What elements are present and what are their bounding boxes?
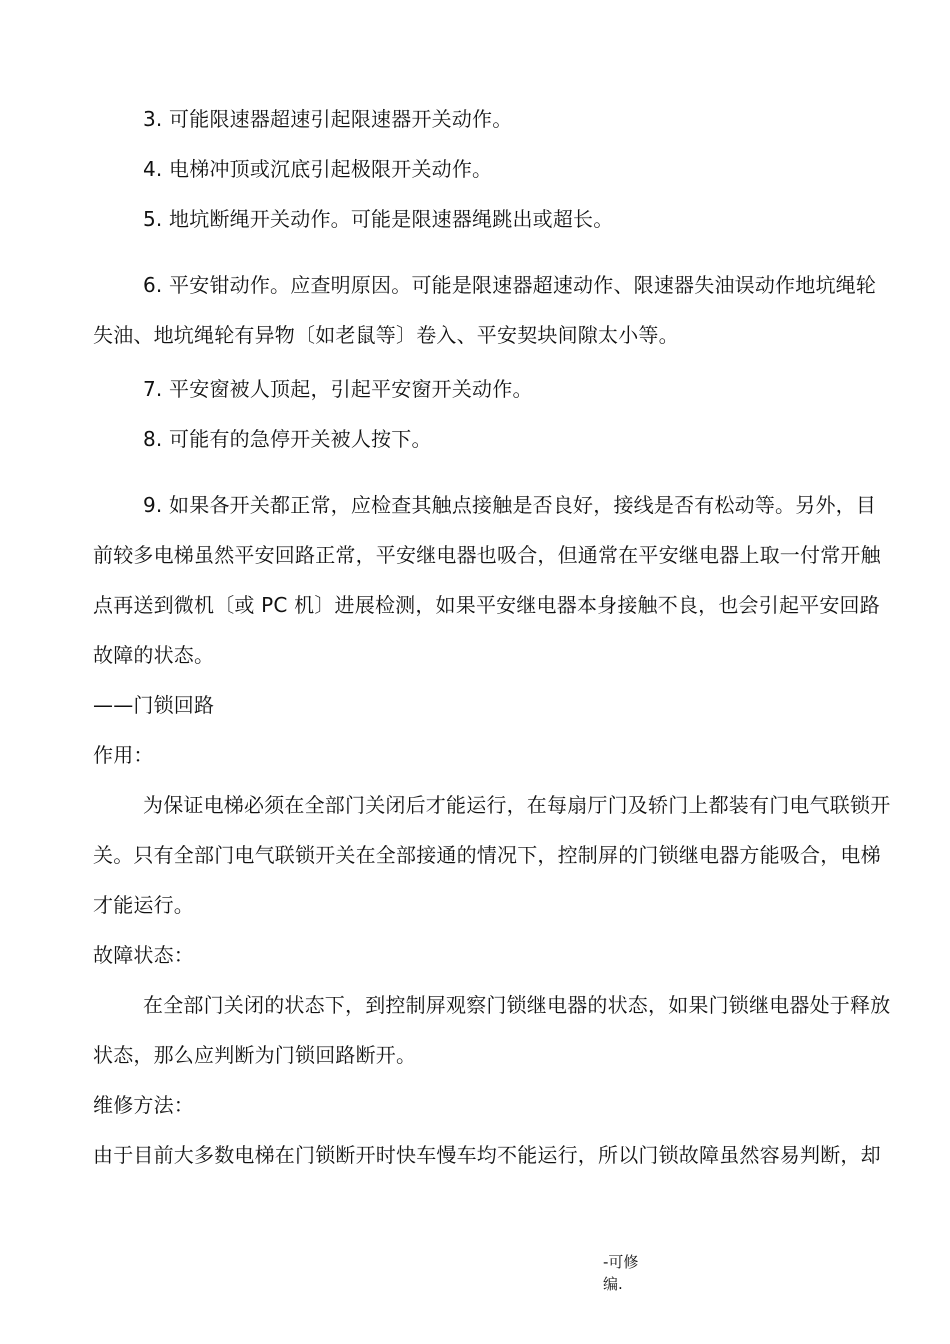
text-line-item-4: 4. 电梯冲顶或沉底引起极限开关动作。: [143, 157, 493, 181]
text-line-item-3: 3. 可能限速器超速引起限速器开关动作。: [143, 107, 513, 131]
text-line-function-b: 关。只有全部门电气联锁开关在全部接通的情况下，控制屏的门锁继电器方能吸合，电梯: [93, 843, 881, 867]
text-line-repair-a: 由于目前大多数电梯在门锁断开时快车慢车均不能运行，所以门锁故障虽然容易判断，却: [93, 1143, 881, 1167]
subheading-function: 作用：: [93, 743, 154, 767]
text-line-item-9-d: 故障的状态。: [93, 643, 215, 667]
footer-note-line-2: 编.: [603, 1275, 623, 1293]
footer-note-line-1: -可修: [603, 1253, 639, 1271]
text-line-item-6-a: 6. 平安钳动作。应查明原因。可能是限速器超速动作、限速器失油误动作地坑绳轮: [143, 273, 877, 297]
section-heading: ——门锁回路: [93, 693, 215, 717]
text-line-item-9-a: 9. 如果各开关都正常，应检查其触点接触是否良好，接线是否有松动等。另外，目: [143, 493, 877, 517]
text-line-item-6-b: 失油、地坑绳轮有异物〔如老鼠等〕卷入、平安契块间隙太小等。: [93, 323, 679, 347]
subheading-fault-state: 故障状态：: [93, 943, 194, 967]
text-line-item-8: 8. 可能有的急停开关被人按下。: [143, 427, 432, 451]
text-line-function-c: 才能运行。: [93, 893, 194, 917]
subheading-repair-method: 维修方法：: [93, 1093, 194, 1117]
text-line-item-9-c: 点再送到微机〔或 PC 机〕进展检测，如果平安继电器本身接触不良，也会引起平安回路: [93, 593, 880, 617]
text-line-item-9-b: 前较多电梯虽然平安回路正常，平安继电器也吸合，但通常在平安继电器上取一付常开触: [93, 543, 881, 567]
text-line-fault-b: 状态，那么应判断为门锁回路断开。: [93, 1043, 417, 1067]
text-line-fault-a: 在全部门关闭的状态下，到控制屏观察门锁继电器的状态，如果门锁继电器处于释放: [143, 993, 891, 1017]
text-line-item-5: 5. 地坑断绳开关动作。可能是限速器绳跳出或超长。: [143, 207, 614, 231]
text-line-function-a: 为保证电梯必须在全部门关闭后才能运行，在每扇厅门及轿门上都装有门电气联锁开: [143, 793, 891, 817]
text-line-item-7: 7. 平安窗被人顶起，引起平安窗开关动作。: [143, 377, 533, 401]
